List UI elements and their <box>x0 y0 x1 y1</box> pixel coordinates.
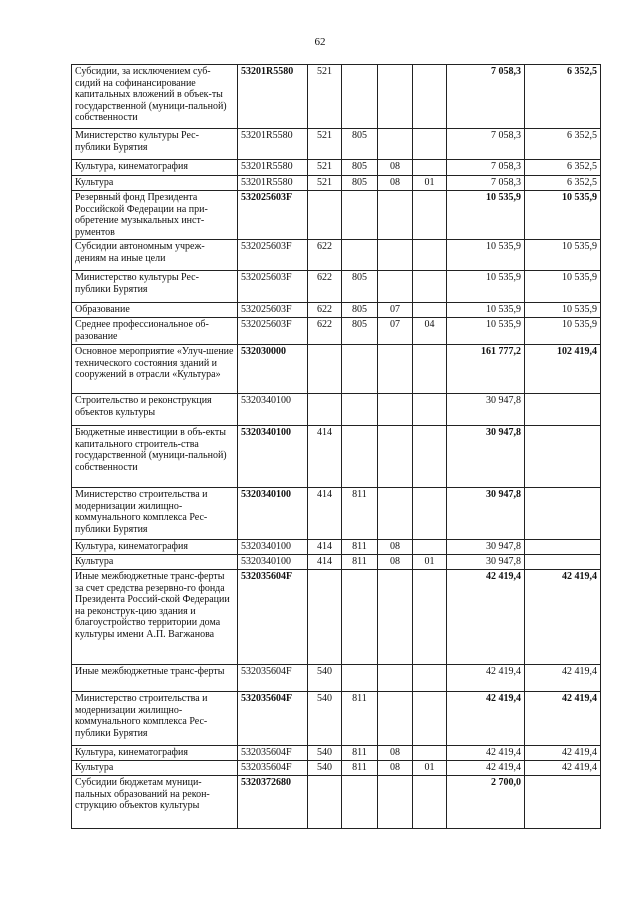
table-row <box>72 191 601 240</box>
row-rz-cell <box>378 426 413 488</box>
row-sum1-cell: 30 947,8 <box>447 555 525 570</box>
row-name-cell: Культура, кинематография <box>72 160 238 176</box>
row-grbs-cell <box>342 240 378 271</box>
row-vr-cell: 540 <box>308 746 342 761</box>
row-sum1-cell: 42 419,4 <box>447 665 525 692</box>
row-vr-cell: 521 <box>308 176 342 191</box>
row-code-cell: 5320340100 <box>238 394 308 426</box>
table-row <box>72 665 601 692</box>
row-grbs-cell <box>342 570 378 665</box>
row-pr-cell <box>413 345 447 394</box>
row-vr-cell: 414 <box>308 426 342 488</box>
table-body <box>72 65 601 829</box>
row-pr-cell <box>413 271 447 303</box>
row-sum2-cell: 42 419,4 <box>525 746 601 761</box>
row-code-cell: 5320340100 <box>238 426 308 488</box>
row-code-cell: 532035604F <box>238 761 308 776</box>
row-sum2-cell <box>525 488 601 540</box>
row-vr-cell: 521 <box>308 160 342 176</box>
row-grbs-cell <box>342 394 378 426</box>
row-sum2-cell: 6 352,5 <box>525 160 601 176</box>
row-name-cell: Субсидии бюджетам муници-пальных образований на рекон-струкцию объектов культуры <box>72 776 238 829</box>
row-vr-cell: 414 <box>308 555 342 570</box>
row-rz-cell: 07 <box>378 318 413 345</box>
row-grbs-cell: 805 <box>342 160 378 176</box>
row-pr-cell <box>413 394 447 426</box>
row-vr-cell: 540 <box>308 761 342 776</box>
row-grbs-cell: 805 <box>342 129 378 160</box>
row-pr-cell: 04 <box>413 318 447 345</box>
row-sum2-cell: 6 352,5 <box>525 65 601 129</box>
row-sum1-cell: 42 419,4 <box>447 692 525 746</box>
row-vr-cell <box>308 345 342 394</box>
row-code-cell: 532025603F <box>238 271 308 303</box>
row-sum1-cell: 30 947,8 <box>447 394 525 426</box>
row-sum1-cell: 7 058,3 <box>447 65 525 129</box>
row-sum2-cell: 42 419,4 <box>525 665 601 692</box>
row-vr-cell <box>308 570 342 665</box>
row-vr-cell: 414 <box>308 540 342 555</box>
row-sum1-cell: 10 535,9 <box>447 271 525 303</box>
table-row <box>72 394 601 426</box>
row-grbs-cell <box>342 65 378 129</box>
row-rz-cell: 08 <box>378 746 413 761</box>
row-pr-cell: 01 <box>413 555 447 570</box>
row-grbs-cell <box>342 426 378 488</box>
row-vr-cell: 540 <box>308 665 342 692</box>
row-sum2-cell: 10 535,9 <box>525 318 601 345</box>
row-vr-cell: 622 <box>308 271 342 303</box>
row-name-cell: Субсидии, за исключением суб-сидий на софинансирование капитальных вложений в объек-ты государственной (муници-пальной) собственности <box>72 65 238 129</box>
table-row <box>72 318 601 345</box>
row-rz-cell <box>378 271 413 303</box>
row-grbs-cell <box>342 665 378 692</box>
row-name-cell: Строительство и реконструкция объектов культуры <box>72 394 238 426</box>
row-rz-cell <box>378 488 413 540</box>
row-vr-cell: 414 <box>308 488 342 540</box>
row-grbs-cell: 811 <box>342 692 378 746</box>
table-row <box>72 426 601 488</box>
row-sum2-cell: 42 419,4 <box>525 761 601 776</box>
row-name-cell: Культура, кинематография <box>72 540 238 555</box>
row-code-cell: 532030000 <box>238 345 308 394</box>
row-sum1-cell: 42 419,4 <box>447 761 525 776</box>
table-row <box>72 129 601 160</box>
row-pr-cell <box>413 129 447 160</box>
row-sum2-cell: 42 419,4 <box>525 570 601 665</box>
row-sum2-cell: 10 535,9 <box>525 240 601 271</box>
row-grbs-cell: 811 <box>342 488 378 540</box>
row-sum1-cell: 10 535,9 <box>447 318 525 345</box>
row-name-cell: Иные межбюджетные транс-ферты за счет средства резервно-го фонда Президента Россий-ской Федерации на реконструк-цию здания и благоустройство территории дома культуры имени А.П. Вагжанова <box>72 570 238 665</box>
row-sum2-cell: 102 419,4 <box>525 345 601 394</box>
row-vr-cell: 622 <box>308 240 342 271</box>
row-grbs-cell: 811 <box>342 746 378 761</box>
row-name-cell: Министерство строительства и модернизации жилищно-коммунального комплекса Рес-публики Бурятия <box>72 692 238 746</box>
row-vr-cell: 521 <box>308 129 342 160</box>
row-vr-cell: 540 <box>308 692 342 746</box>
table-row <box>72 746 601 761</box>
row-sum2-cell <box>525 776 601 829</box>
row-code-cell: 532025603F <box>238 191 308 240</box>
row-sum1-cell: 10 535,9 <box>447 303 525 318</box>
row-rz-cell: 08 <box>378 540 413 555</box>
table-row <box>72 240 601 271</box>
row-sum1-cell: 10 535,9 <box>447 191 525 240</box>
row-name-cell: Основное мероприятие «Улуч-шение технического состояния зданий и сооружений в отрасли «Культура» <box>72 345 238 394</box>
row-code-cell: 53201R5580 <box>238 160 308 176</box>
row-sum1-cell: 161 777,2 <box>447 345 525 394</box>
page-number: 62 <box>314 36 326 48</box>
row-code-cell: 53201R5580 <box>238 176 308 191</box>
row-name-cell: Культура <box>72 176 238 191</box>
row-grbs-cell <box>342 776 378 829</box>
table-row <box>72 761 601 776</box>
row-sum1-cell: 10 535,9 <box>447 240 525 271</box>
row-rz-cell: 08 <box>378 555 413 570</box>
row-sum2-cell <box>525 394 601 426</box>
table-row <box>72 540 601 555</box>
row-name-cell: Среднее профессиональное об-разование <box>72 318 238 345</box>
row-code-cell: 5320340100 <box>238 555 308 570</box>
row-rz-cell <box>378 692 413 746</box>
row-code-cell: 532035604F <box>238 570 308 665</box>
table-row <box>72 692 601 746</box>
table-row <box>72 555 601 570</box>
row-rz-cell: 08 <box>378 761 413 776</box>
row-sum2-cell <box>525 555 601 570</box>
row-sum2-cell: 10 535,9 <box>525 303 601 318</box>
row-name-cell: Иные межбюджетные транс-ферты <box>72 665 238 692</box>
row-name-cell: Министерство культуры Рес-публики Бурятия <box>72 129 238 160</box>
row-rz-cell: 07 <box>378 303 413 318</box>
row-sum2-cell: 42 419,4 <box>525 692 601 746</box>
row-vr-cell: 622 <box>308 303 342 318</box>
row-name-cell: Культура <box>72 761 238 776</box>
row-sum2-cell: 10 535,9 <box>525 191 601 240</box>
table-row <box>72 303 601 318</box>
table-row <box>72 65 601 129</box>
row-name-cell: Субсидии автономным учреж-дениям на иные цели <box>72 240 238 271</box>
row-grbs-cell: 811 <box>342 540 378 555</box>
row-pr-cell <box>413 160 447 176</box>
row-pr-cell <box>413 191 447 240</box>
row-name-cell: Образование <box>72 303 238 318</box>
row-sum1-cell: 30 947,8 <box>447 488 525 540</box>
table-row <box>72 176 601 191</box>
row-sum2-cell <box>525 540 601 555</box>
row-pr-cell: 01 <box>413 761 447 776</box>
row-vr-cell: 521 <box>308 65 342 129</box>
row-rz-cell <box>378 240 413 271</box>
row-pr-cell <box>413 776 447 829</box>
row-name-cell: Бюджетные инвестиции в объ-екты капитального строитель-ства государственной (муници-пальной) собственности <box>72 426 238 488</box>
row-grbs-cell <box>342 345 378 394</box>
table-row <box>72 160 601 176</box>
row-grbs-cell: 805 <box>342 303 378 318</box>
row-code-cell: 532025603F <box>238 303 308 318</box>
row-pr-cell <box>413 488 447 540</box>
row-name-cell: Культура <box>72 555 238 570</box>
row-vr-cell: 622 <box>308 318 342 345</box>
row-code-cell: 532035604F <box>238 746 308 761</box>
row-pr-cell <box>413 303 447 318</box>
row-grbs-cell <box>342 191 378 240</box>
row-code-cell: 53201R5580 <box>238 65 308 129</box>
row-vr-cell <box>308 191 342 240</box>
row-code-cell: 532035604F <box>238 692 308 746</box>
row-sum1-cell: 2 700,0 <box>447 776 525 829</box>
row-grbs-cell: 805 <box>342 271 378 303</box>
row-sum1-cell: 42 419,4 <box>447 746 525 761</box>
table-row <box>72 570 601 665</box>
row-pr-cell <box>413 240 447 271</box>
row-code-cell: 5320372680 <box>238 776 308 829</box>
row-sum2-cell: 6 352,5 <box>525 176 601 191</box>
row-code-cell: 5320340100 <box>238 540 308 555</box>
row-pr-cell: 01 <box>413 176 447 191</box>
row-rz-cell: 08 <box>378 160 413 176</box>
row-rz-cell: 08 <box>378 176 413 191</box>
row-name-cell: Министерство культуры Рес-публики Бурятия <box>72 271 238 303</box>
row-pr-cell <box>413 540 447 555</box>
row-rz-cell <box>378 345 413 394</box>
row-rz-cell <box>378 129 413 160</box>
row-grbs-cell: 811 <box>342 761 378 776</box>
row-sum1-cell: 7 058,3 <box>447 176 525 191</box>
row-pr-cell <box>413 65 447 129</box>
table-row <box>72 345 601 394</box>
row-sum1-cell: 7 058,3 <box>447 160 525 176</box>
row-name-cell: Министерство строительства и модернизации жилищно-коммунального комплекса Рес-публики Бурятия <box>72 488 238 540</box>
row-pr-cell <box>413 692 447 746</box>
row-pr-cell <box>413 426 447 488</box>
row-sum2-cell: 10 535,9 <box>525 271 601 303</box>
row-code-cell: 532035604F <box>238 665 308 692</box>
row-sum2-cell <box>525 426 601 488</box>
row-pr-cell <box>413 665 447 692</box>
row-name-cell: Резервный фонд Президента Российской Федерации на при-обретение музыкальных инст-рументов <box>72 191 238 240</box>
row-code-cell: 532025603F <box>238 240 308 271</box>
row-grbs-cell: 811 <box>342 555 378 570</box>
row-grbs-cell: 805 <box>342 318 378 345</box>
row-sum1-cell: 42 419,4 <box>447 570 525 665</box>
row-vr-cell <box>308 394 342 426</box>
row-pr-cell <box>413 746 447 761</box>
row-rz-cell <box>378 65 413 129</box>
row-code-cell: 53201R5580 <box>238 129 308 160</box>
row-grbs-cell: 805 <box>342 176 378 191</box>
row-rz-cell <box>378 570 413 665</box>
row-vr-cell <box>308 776 342 829</box>
row-sum1-cell: 7 058,3 <box>447 129 525 160</box>
row-code-cell: 5320340100 <box>238 488 308 540</box>
table-row <box>72 271 601 303</box>
row-rz-cell <box>378 191 413 240</box>
table-row <box>72 776 601 829</box>
row-sum1-cell: 30 947,8 <box>447 540 525 555</box>
row-rz-cell <box>378 776 413 829</box>
row-name-cell: Культура, кинематография <box>72 746 238 761</box>
row-sum2-cell: 6 352,5 <box>525 129 601 160</box>
budget-table <box>71 64 601 829</box>
row-pr-cell <box>413 570 447 665</box>
row-sum1-cell: 30 947,8 <box>447 426 525 488</box>
row-rz-cell <box>378 665 413 692</box>
row-code-cell: 532025603F <box>238 318 308 345</box>
table-row <box>72 488 601 540</box>
row-rz-cell <box>378 394 413 426</box>
